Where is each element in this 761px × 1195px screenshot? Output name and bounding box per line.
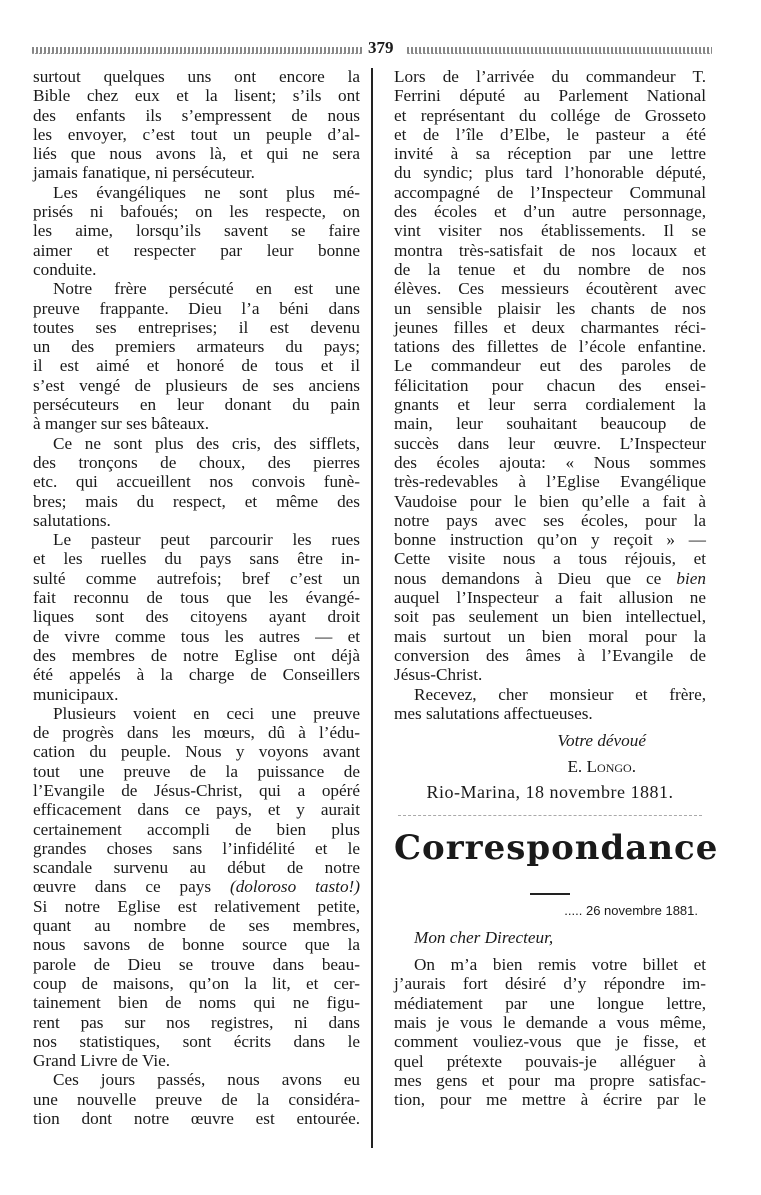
text-line: une nouvelle preuve de la considéra- [33, 1089, 360, 1109]
text-line: bres; mais du respect, et même des [33, 491, 360, 511]
text-line: nous savons de bonne source que la [33, 935, 360, 955]
text-line: des membres de notre Eglise ont déjà [33, 645, 360, 665]
paragraph [33, 434, 360, 530]
text-line: succès dans leur œuvre. L’Inspecteur [394, 433, 706, 453]
text-line: Notre frère persécuté en est une [53, 279, 360, 299]
place-date: Rio-Marina, 18 novembre 1881. [426, 782, 674, 803]
text-line: les envoyer, c’est tout un peuple d’al- [33, 124, 360, 144]
text-line: les aime, lorsqu’ils savent se faire [33, 221, 360, 241]
left-column [33, 67, 360, 1128]
text-line: invité à sa réception par une lettre [394, 144, 706, 164]
text-line: Les évangéliques ne sont plus mé- [53, 182, 360, 202]
text-line: des enfants ils s’empressent de nous [33, 105, 360, 125]
text-line: auquel l’Inspecteur a fait allusion ne [394, 588, 706, 608]
text-segment: nous demandons à Dieu que ce [394, 568, 677, 588]
text-line: On m’a bien remis votre billet et [414, 955, 706, 975]
paragraph [394, 955, 706, 1109]
text-line [394, 569, 706, 588]
text-line: Ce ne sont plus des cris, des sifflets, [53, 433, 360, 453]
right-column [394, 67, 719, 1110]
heading-dash [530, 893, 570, 895]
text-line: jamais fanatique, ni persécuteur. [33, 163, 255, 183]
text-line: à manger sur ses bâteaux. [33, 414, 210, 434]
text-line: sulté comme autrefois; bref c’est un [33, 568, 360, 588]
text-line: liés que nous avons là, et qui ne sera [33, 144, 360, 164]
text-line: aimer et respecter par leur bonne [33, 240, 360, 260]
text-line: Cette visite nous a tous réjouis, et [394, 549, 706, 569]
text-line: Si notre Eglise est relativement petite, [33, 896, 360, 916]
text-line: et représentant du collége de Grosseto [394, 105, 706, 125]
text-line [33, 877, 360, 896]
text-line: du syndic; plus tard l’honorable député, [394, 163, 706, 183]
text-line: quant au nombre de ses membres, [33, 916, 360, 936]
italic-text: (doloroso tasto!) [229, 877, 360, 897]
text-line: Ferrini député au Parlement National [394, 86, 706, 106]
text-line: certainement accompli de bien plus [33, 819, 360, 839]
text-line: j’aurais fort désiré d’y répondre im- [394, 974, 706, 994]
text-line: efficacement dans ce pays, et y aurait [33, 800, 360, 820]
text-line: surtout quelques uns ont encore la [33, 67, 360, 86]
paragraph [33, 67, 360, 183]
text-line: s’est vengé de plusieurs de ses anciens [33, 375, 360, 395]
text-line: bonne instruction qu’on y reçoit » — [394, 530, 706, 550]
paragraph [33, 183, 360, 279]
text-line: tion, pour me mettre à écrire par le [394, 1090, 706, 1110]
text-line: tion dont notre œuvre est entourée. [33, 1109, 360, 1129]
text-segment: œuvre dans ce pays [33, 877, 230, 897]
text-line: gnants et leur serra cordialement la [394, 395, 706, 415]
text-line: mais je vous le demande a vous même, [394, 1012, 706, 1032]
paragraph [33, 530, 360, 704]
text-line: Jésus-Christ. [394, 665, 483, 685]
text-line: mes gens et pour ma propre satisfac- [394, 1070, 706, 1090]
paragraph [33, 1070, 360, 1128]
signature-name: E. Longo. [567, 757, 636, 777]
paragraph [394, 685, 706, 724]
text-line: l’Evangile de Jésus-Christ, qui a opéré [33, 780, 360, 800]
text-line: montra très-satisfait de nos locaux et [394, 240, 706, 260]
text-line: des tronçons de choux, des pierres [33, 452, 360, 472]
paragraph [394, 67, 706, 685]
text-line: preuve frappante. Dieu l’a béni dans [33, 298, 360, 318]
text-line: tout une preuve de la puissance de [33, 761, 360, 781]
text-line: Le pasteur peut parcourir les rues [53, 530, 360, 550]
text-line: Plusieurs voient en ceci une preuve [53, 703, 360, 723]
text-line: parole de Dieu se trouve dans beau- [33, 954, 360, 974]
text-line: élèves. Ces messieurs écoutèrent avec [394, 279, 706, 299]
text-line: de vivre comme tous les autres — et [33, 626, 360, 646]
text-line: tations des fillettes de l’école enfantine. [394, 337, 706, 357]
text-line: rent pas sur nos registres, ni dans [33, 1012, 360, 1032]
text-line: tainement bien de noms qui ne figu- [33, 993, 360, 1013]
text-line: cation du peuple. Nous y voyons avant [33, 742, 360, 762]
text-line: scandale survenu au début de notre [33, 858, 360, 878]
ornamental-rule-right [407, 47, 712, 54]
paragraph [33, 279, 360, 433]
text-line: quel prétexte pouvais-je alléguer à [394, 1051, 706, 1071]
text-line: liques sont des citoyens ayant droit [33, 607, 360, 627]
signature [394, 757, 706, 783]
text-line: des écoles ajouta: « Nous sommes [394, 452, 706, 472]
text-line: il est aimé et honoré de tous et il [33, 356, 360, 376]
text-line: conversion des âmes à l’Evangile de [394, 645, 706, 665]
text-line: municipaux. [33, 684, 119, 704]
text-line: prisés ni bafoués; on les respecte, on [33, 202, 360, 222]
text-line: salutations. [33, 510, 111, 530]
text-line: coup de maisons, qu’on la lit, et cer- [33, 973, 360, 993]
text-line: fait reconnu de tous que les évangé- [33, 588, 360, 608]
ornamental-rule-left [32, 47, 362, 54]
text-line: comment vouliez-vous que je fisse, et [394, 1032, 706, 1052]
text-line: et les ruelles du pays sans être in- [33, 549, 360, 569]
paragraph [33, 704, 360, 1071]
text-line: médiatement par une longue lettre, [394, 993, 706, 1013]
letter-date: ..... 26 novembre 1881. [564, 903, 698, 919]
text-line: toutes ses entreprises; il est devenu [33, 317, 360, 337]
text-line: et de l’île d’Elbe, le pasteur a été [394, 124, 706, 144]
page-header [32, 38, 712, 58]
text-line: soit pas seulement un bien intellectuel, [394, 607, 706, 627]
text-line: accompagné de l’Inspecteur Communal [394, 182, 706, 202]
text-line: Grand Livre de Vie. [33, 1051, 171, 1071]
page-number: 379 [368, 38, 394, 57]
text-line: mais surtout un bien moral pour la [394, 626, 706, 646]
text-line: persécuteurs en leur donant du pain [33, 395, 360, 415]
text-line: de la tenue et du nombre de nos [394, 259, 706, 279]
text-line: Lors de l’arrivée du commandeur T. [394, 67, 706, 86]
text-line: jeunes filles et deux charmantes réci- [394, 317, 706, 337]
text-line: Ces jours passés, nous avons eu [53, 1070, 360, 1090]
text-line: grandes choses sans l’infidélité et le [33, 838, 360, 858]
text-line: félicitation pour chacun des ensei- [394, 375, 706, 395]
salutation: Mon cher Directeur, [414, 928, 554, 948]
text-line: nos statistiques, sont écrits dans le [33, 1031, 360, 1051]
letter-body [394, 955, 706, 1109]
text-line: Recevez, cher monsieur et frère, [414, 684, 706, 704]
text-line: de progrès dans les mœurs, dû à l’édu- [33, 723, 360, 743]
text-line: mes salutations affectueuses. [394, 703, 593, 723]
text-line: conduite. [33, 259, 97, 279]
text-line: vint visiter nos établissements. Il se [394, 221, 706, 241]
text-line: des écoles et d’un autre personnage, [394, 202, 706, 222]
text-line: un des premiers armateurs du pays; [33, 337, 360, 357]
text-line: etc. qui accueillent nos convois funè- [33, 472, 360, 492]
section-separator [398, 815, 702, 817]
text-line: très-redevables à l’Eglise Evangélique [394, 472, 706, 492]
text-line: été appelés à la charge de Conseillers [33, 665, 360, 685]
italic-text: bien [676, 568, 706, 588]
report-body [394, 67, 706, 723]
text-line: Le commandeur eut des paroles de [394, 356, 706, 376]
column-divider [371, 68, 373, 1148]
text-line: Vaudoise pour le bien qu’elle a fait à [394, 491, 706, 511]
text-line: main, leur souhaitant beaucoup de [394, 414, 706, 434]
closing: Votre dévoué [557, 731, 646, 751]
text-line: Bible chez eux et la lisent; s’ils ont [33, 86, 360, 106]
text-line: un sensible plaisir les chants de nos [394, 298, 706, 318]
text-line: notre pays avec ses écoles, pour la [394, 510, 706, 530]
section-heading: Correspondance [394, 828, 719, 869]
